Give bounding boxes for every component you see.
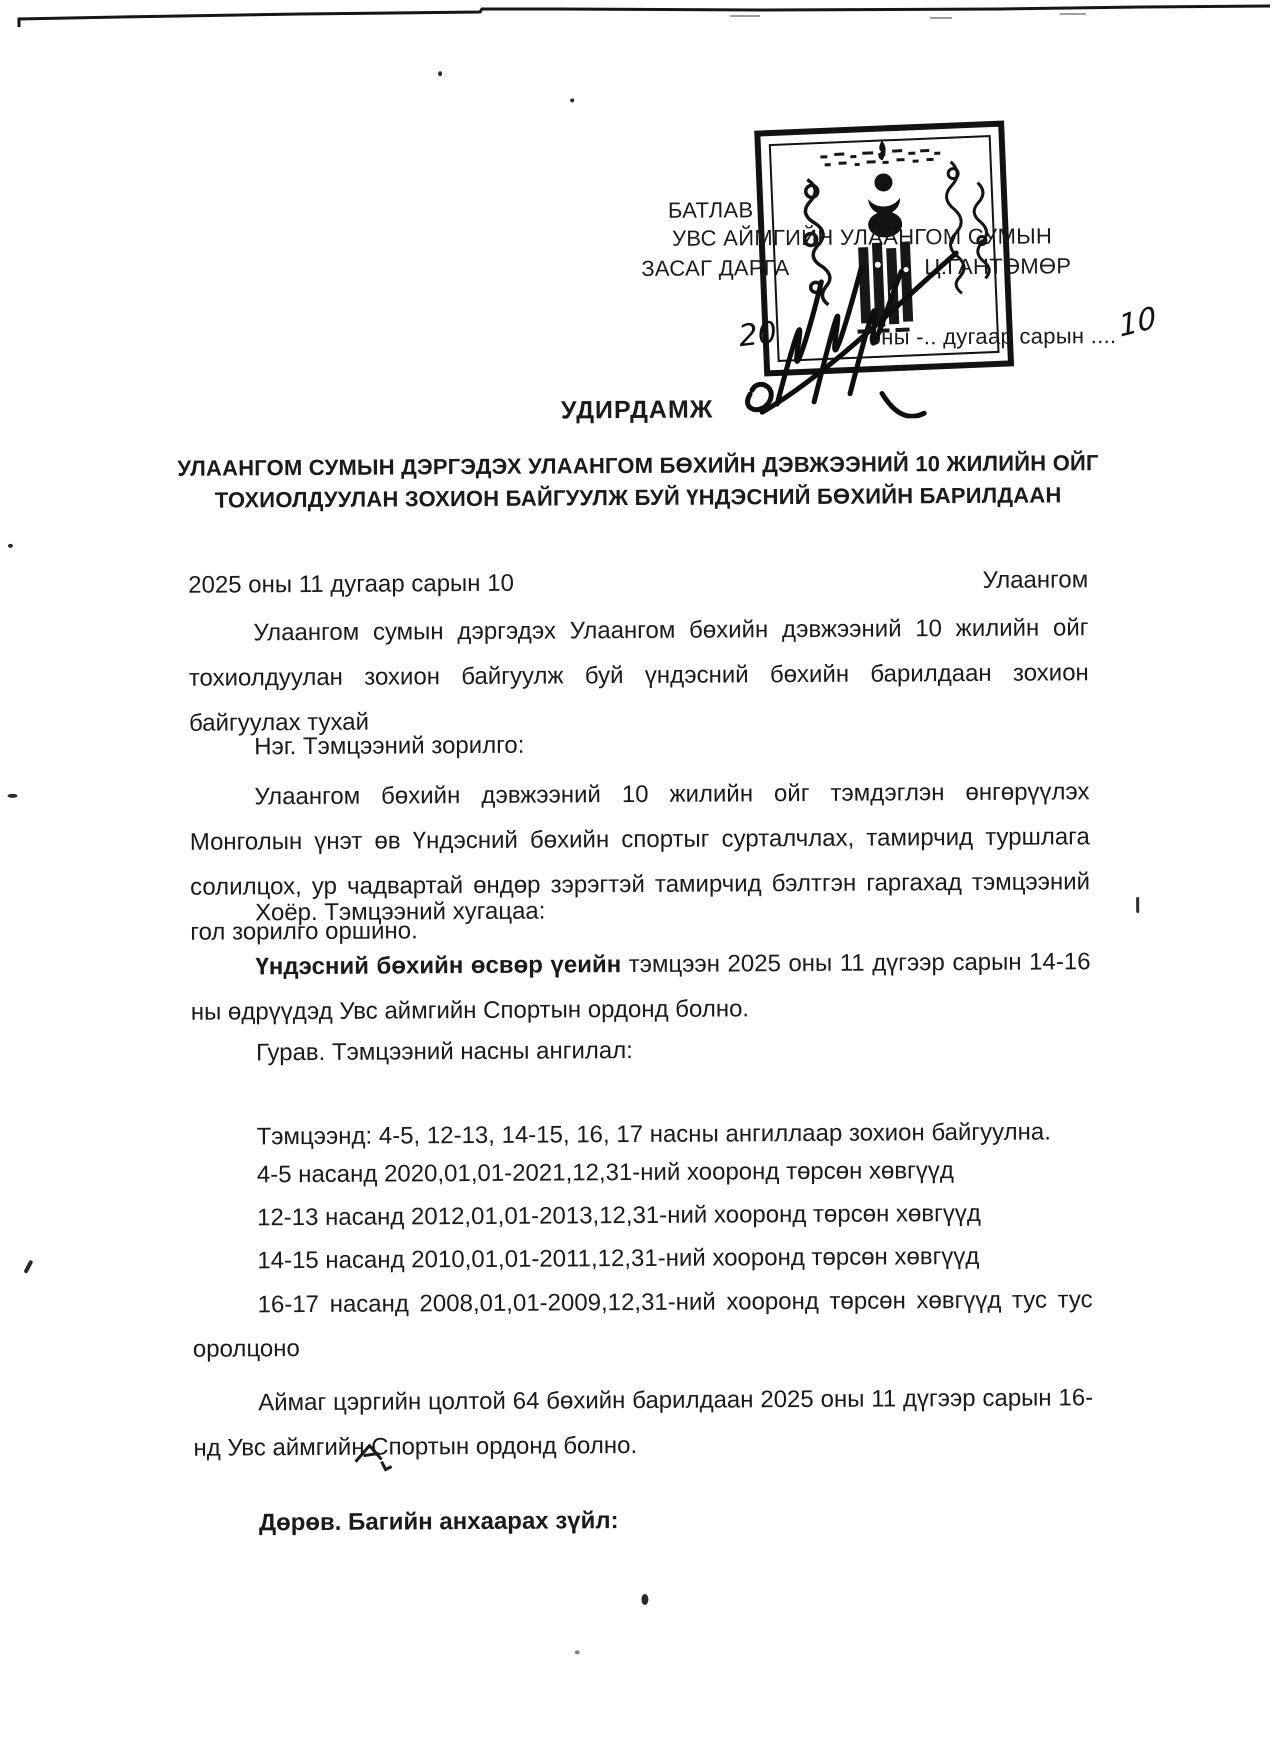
intro-paragraph: Улаангом сумын дэргэдэх Улаангом бөхийн дэвжээний 10 жилийн ойг тохиолдуулан зохион байгуулж буй үндэсний бөхийн барилдаан зохион байгуулах тухай [188,614,1089,737]
document-date: 2025 оны 11 дугаар сарын 10 [188,569,514,599]
section-one-body: Улаангом бөхийн дэвжээний 10 жилийн ойг тэмдэглэн өнгөрүүлэх Монголын үнэт өв Үндэсний бөхийн спортыг сурталчлах, тамирчид туршлага солилцох, ур чадвартай өндөр зэрэгтэй тамирчид бэлтгэн гаргахад тэмцээний гол зорилго оршино. [189,778,1091,946]
scan-artifact [1136,897,1139,913]
document-place: Улаангом [982,566,1089,594]
tournament64-paragraph: Аймаг цэргийн цолтой 64 бөхийн барилдаан 2025 оны 11 дүгээр сарын 16-нд Увс аймгийн Спортын ордонд болно. [193,1384,1094,1462]
scan-artifact [575,1650,580,1654]
handwritten-year: 20 [736,315,779,355]
approval-organization: УВС АЙМГИЙН УЛААНГОМ СУМЫН [672,223,1053,251]
age-categories-intro: Тэмцээнд: 4-5, 12-13, 14-15, 16, 17 насны ангиллаар зохион байгуулна. [256,1118,1051,1151]
approval-label: БАТЛАВ [667,197,754,223]
section-three-title: Гурав. Тэмцээний насны ангилал: [255,1037,633,1067]
scan-artifact [641,1594,648,1605]
signature [731,242,1062,419]
document-title: УДИРДАМЖ [560,395,714,425]
age-group-overflow: оролцоно [192,1335,300,1363]
age-group-line: 12-13 насанд 2012,01,01-2013,12,31-ний хооронд төрсөн хөвгүүд [256,1199,981,1232]
scan-artifact [570,98,574,102]
scan-edge-line [0,0,1276,34]
approval-position: ЗАСАГ ДАРГА [641,255,790,281]
date-dots-month: -.. [916,324,937,350]
scan-artifact [438,71,442,76]
section-two-body [190,939,1091,1034]
approval-signer-name: Ц.ГАНТӨМӨР [924,253,1072,280]
age-group-line: 4-5 насанд 2020,01,01-2021,12,31-ний хооронд төрсөн хөвгүүд [256,1157,954,1189]
dateline [188,557,1088,607]
age-group-line: 16-17 насанд 2008,01,01-2009,12,31-ний хооронд төрсөн хөвгүүд тус тус [257,1286,1093,1319]
scan-artifact-scribble [351,1439,395,1475]
section-one-title: Нэг. Тэмцээний зорилго: [254,731,525,761]
date-dots-day: .... [1090,323,1117,349]
soyombo-symbol [865,140,903,238]
scan-artifact [23,1260,33,1274]
scan-artifact [7,794,17,798]
section-two-lead-bold: Үндэсний бөхийн өсвөр үеийн [255,951,622,981]
date-word-month: дугаар сарын [943,323,1085,350]
section-two-body-rest: тэмцээн 2025 оны 11 дүгээр сарын 14-16 ны өдрүүдэд Увс аймгийн Спортын ордонд болно. [190,948,1091,1026]
date-word-year: оны [868,324,910,350]
scan-artifact [8,544,13,548]
document-heading: УЛААНГОМ СУМЫН ДЭРГЭДЭХ УЛААНГОМ БӨХИЙН ДЭВЖЭЭНИЙ 10 ЖИЛИЙН ОЙГ ТОХИОЛДУУЛАН ЗОХИОН БАЙГУУЛЖ БУЙ ҮНДЭСНИЙ БӨХИЙН БАРИЛДААН [177,450,1099,513]
handwritten-day: 10 [1117,300,1159,345]
age-group-line: 14-15 насанд 2010,01,01-2011,12,31-ний хооронд төрсөн хөвгүүд [257,1242,980,1275]
section-two-title: Хоёр. Тэмцээний хугацаа: [255,897,546,927]
section-four-title: Дөрөв. Багийн анхаарах зүйл: [258,1507,619,1537]
